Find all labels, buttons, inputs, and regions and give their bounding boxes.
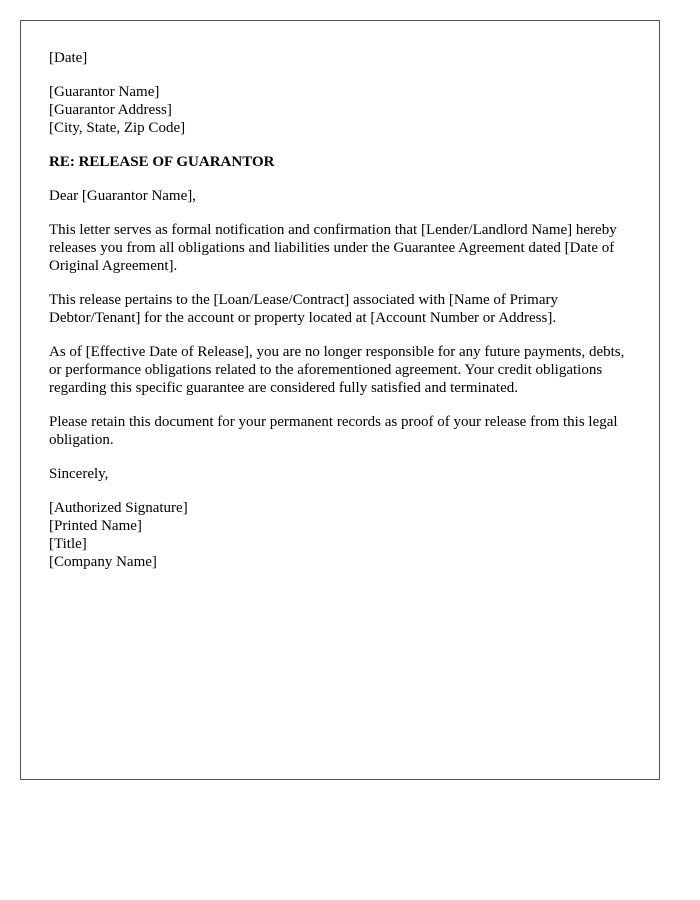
closing: Sincerely, <box>49 466 109 482</box>
recipient-block <box>49 83 639 137</box>
recipient-city-state-zip: [City, State, Zip Code] <box>49 120 186 136</box>
signer-title: [Title] <box>49 536 87 552</box>
subject-line: RE: RELEASE OF GUARANTOR <box>49 154 275 170</box>
recipient-address: [Guarantor Address] <box>49 102 172 118</box>
salutation: Dear [Guarantor Name], <box>49 188 197 204</box>
authorized-signature: [Authorized Signature] <box>49 500 188 516</box>
letter-date: [Date] <box>49 50 88 66</box>
letter-body <box>49 49 639 587</box>
body-paragraph: This release pertains to the [Loan/Lease/Contract] associated with [Name of Primary Debtor/Tenant] for the account or property located at [Account Number or Address]. <box>49 292 558 326</box>
recipient-name: [Guarantor Name] <box>49 84 160 100</box>
body-paragraph: Please retain this document for your permanent records as proof of your release from this legal obligation. <box>49 414 618 448</box>
signature-block <box>49 499 639 571</box>
letter-page <box>20 20 660 780</box>
body-paragraph: This letter serves as formal notification and confirmation that [Lender/Landlord Name] hereby releases you from all obligations and liabilities under the Guarantee Agreement dated [Date of Original Agreement]. <box>49 222 617 274</box>
company-name: [Company Name] <box>49 554 157 570</box>
body-paragraph: As of [Effective Date of Release], you are no longer responsible for any future payments, debts, or performance obligations related to the aforementioned agreement. Your credit obligations regarding this specific guarantee are considered fully satisfied and terminated. <box>49 344 625 396</box>
printed-name: [Printed Name] <box>49 518 142 534</box>
